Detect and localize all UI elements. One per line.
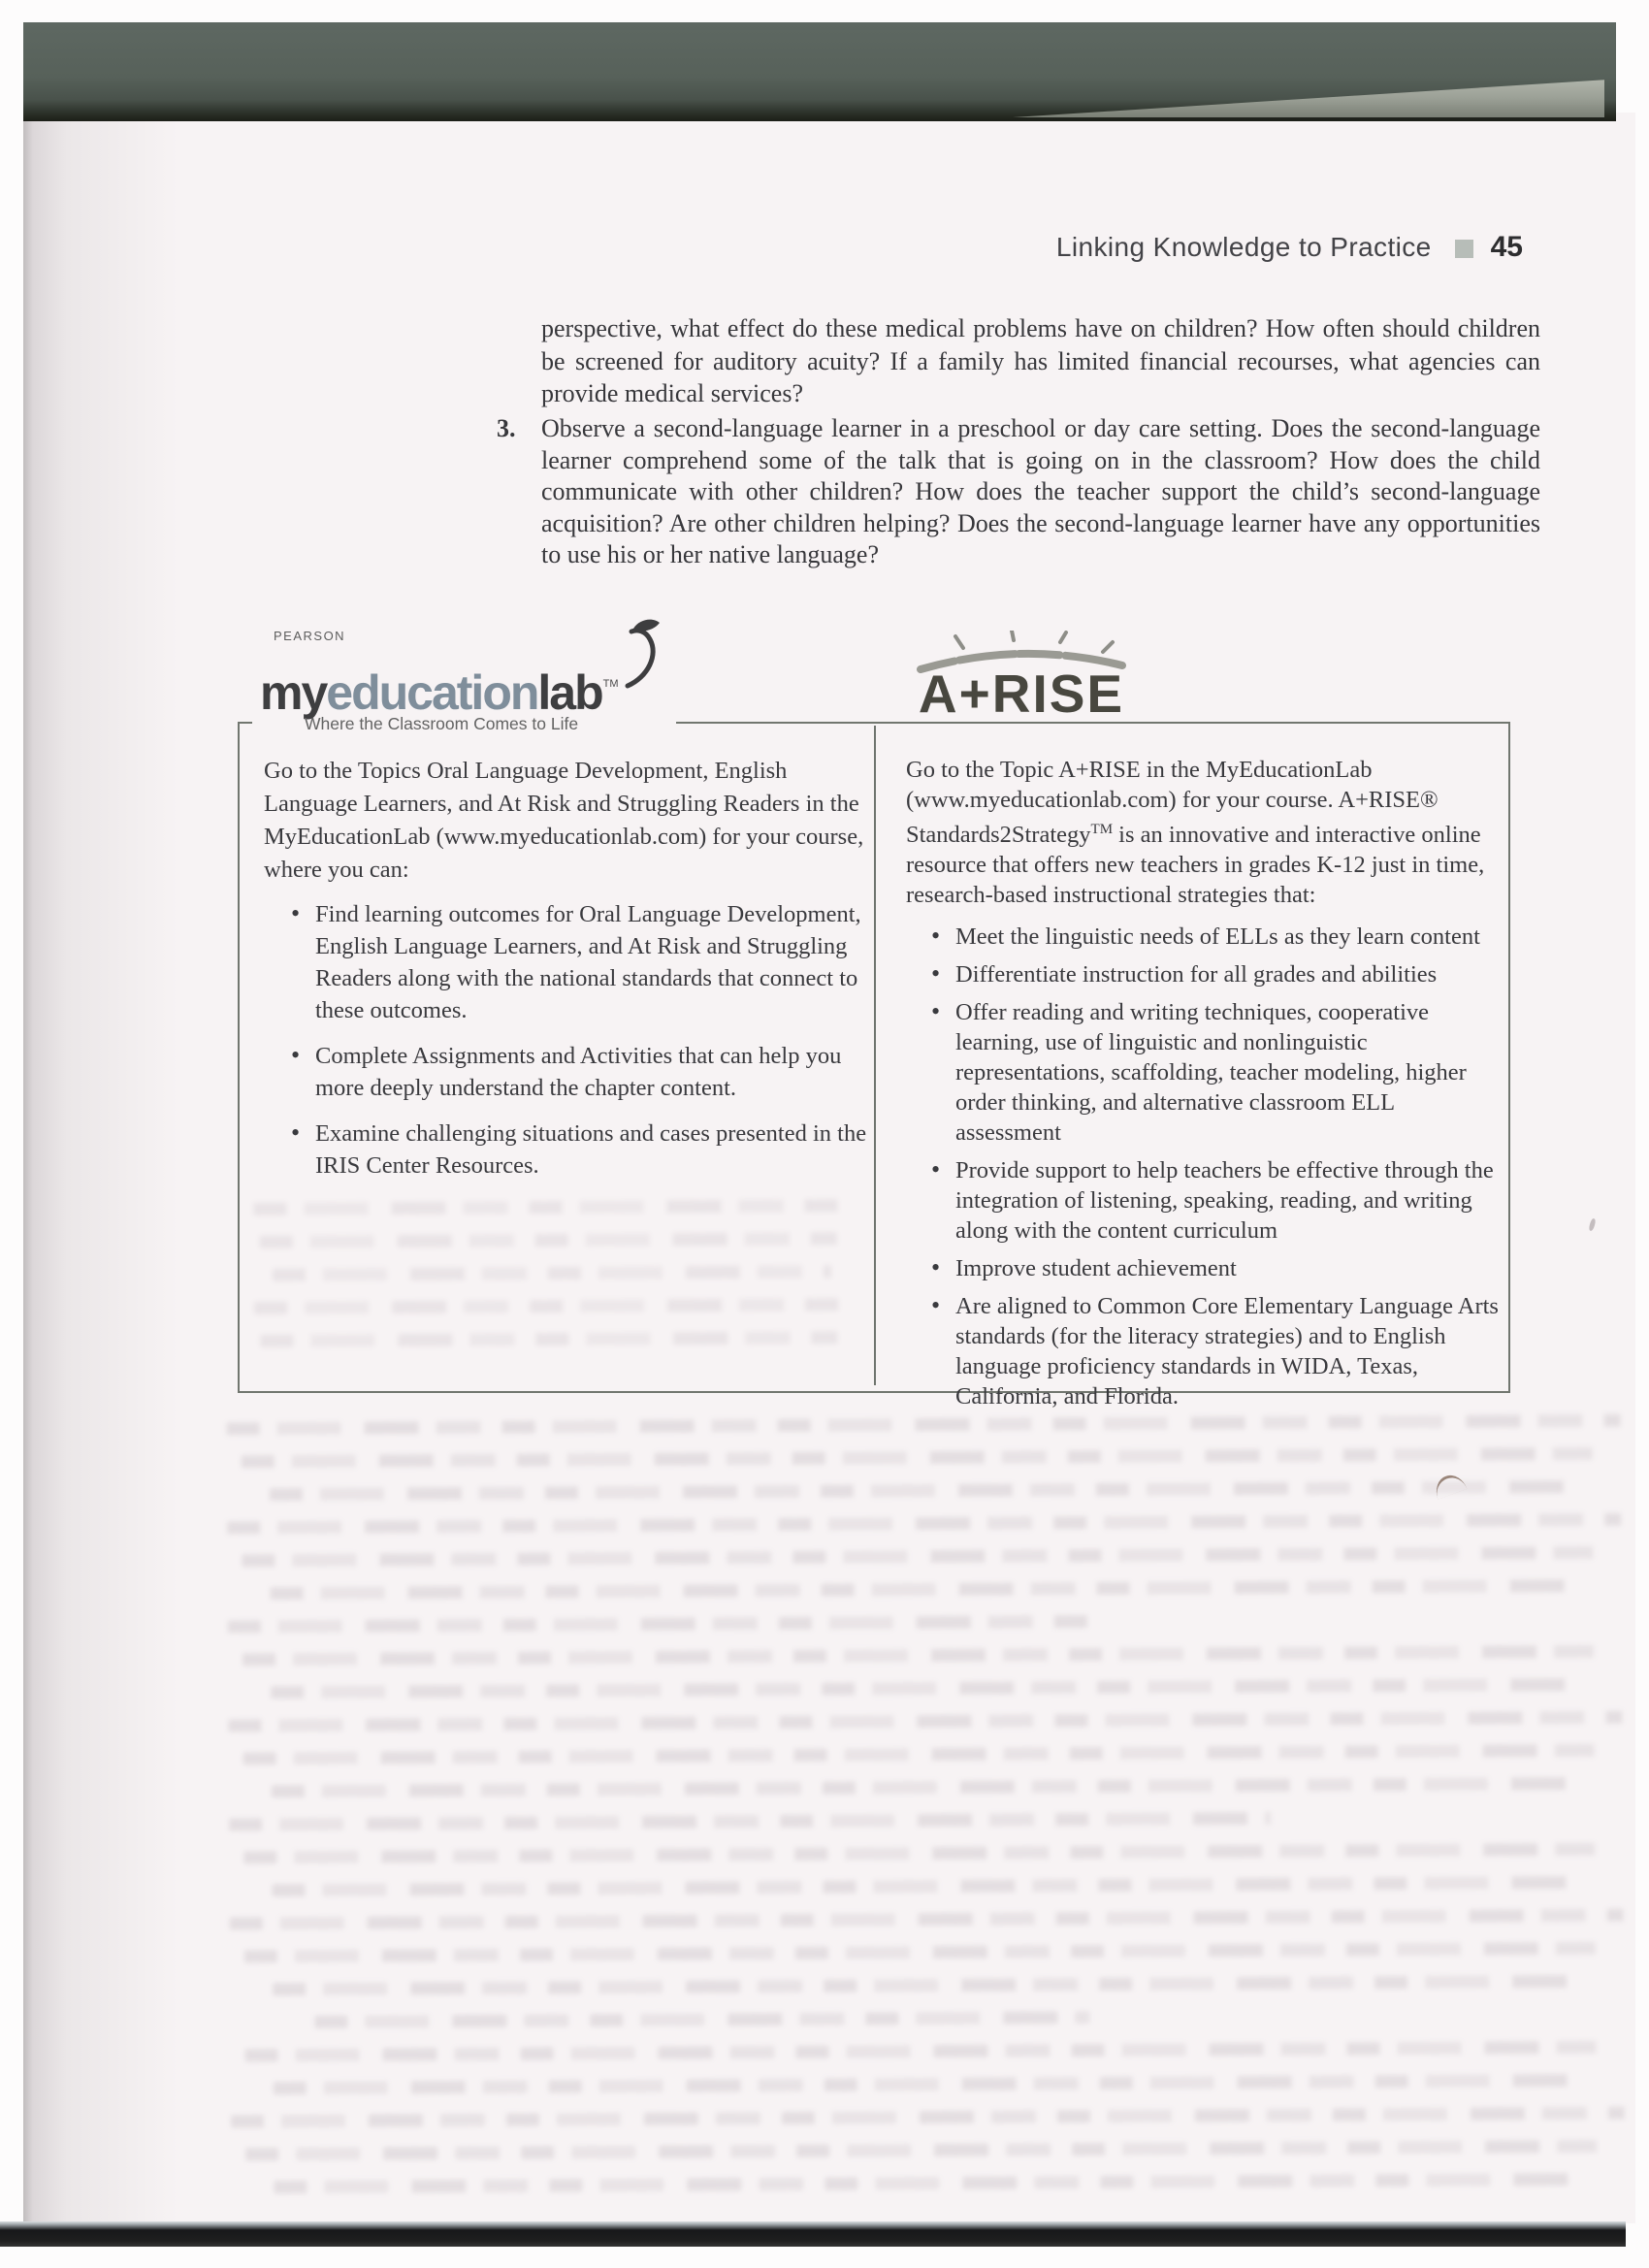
continuation-paragraph: perspective, what effect do these medical problems have on children? How often should children be screened for auditory acuity? If a family has limited financial recourses, what agencies can provide medical services? xyxy=(541,314,1540,407)
trademark-symbol: TM xyxy=(602,678,619,690)
list-item: • Find learning outcomes for Oral Language Development, English Language Learners, and At Risk and Struggling Readers along with the national standards that connect to these outcomes. xyxy=(287,898,869,1026)
list-item: • Improve student achievement xyxy=(927,1253,1502,1283)
list-item: • Meet the linguistic needs of ELLs as they learn content xyxy=(927,922,1502,952)
arise-intro xyxy=(906,755,1502,910)
arise-logo xyxy=(902,631,1141,724)
list-item: • Differentiate instruction for all grades and abilities xyxy=(927,959,1502,989)
scanner-bottom-strip xyxy=(0,2221,1626,2247)
running-title: Linking Knowledge to Practice xyxy=(1055,232,1432,262)
list-item-text: Observe a second-language learner in a preschool or day care setting. Does the second-language learner comprehend some of the talk that is going on in the classroom? How does the child communicate with other children? How does the teacher support the child’s second-language acquisition? Are other children helping? Does the second-language learner have any opportunities to use his or her native language? xyxy=(541,414,1540,568)
list-item: • Offer reading and writing techniques, cooperative learning, use of linguistic and nonlinguistic representations, scaffolding, teacher modeling, higher order thinking, and alternative classroom ELL assessment xyxy=(927,997,1502,1148)
list-item-number: 3. xyxy=(497,414,516,442)
wordmark-education: education xyxy=(326,665,538,720)
arise-wordmark: A+RISE xyxy=(918,664,1125,724)
book-page-edges xyxy=(1013,75,1604,117)
resource-box-divider xyxy=(874,726,876,1385)
myeducationlab-intro: Go to the Topics Oral Language Development, English Language Learners, and At Risk and Struggling Readers in the MyEducationLab (www.myeducationlab.com) for your course, where you can: xyxy=(264,758,864,883)
wordmark-lab: lab xyxy=(537,665,602,720)
arise-intro-text-continued: is an innovative and interactive online resource that offers new teachers in grades K-12 just in time, research-based instructional strategies that: xyxy=(906,822,1485,909)
myeducationlab-tagline: Where the Classroom Comes to Life xyxy=(305,714,579,733)
bleed-through-text xyxy=(227,1414,1640,2215)
header-square-ornament xyxy=(1455,240,1473,258)
arise-bullet-list xyxy=(927,922,1502,1419)
list-item: • Complete Assignments and Activities that can help you more deeply understand the chapter content. xyxy=(287,1040,869,1104)
trademark-symbol: TM xyxy=(1090,822,1114,837)
page-left-edge-shadow xyxy=(23,113,178,2223)
numbered-list-item xyxy=(497,413,1544,571)
list-item: • Provide support to help teachers be effective through the integration of listening, speaking, reading, and writing along with the content curriculum xyxy=(927,1155,1502,1246)
running-head xyxy=(970,231,1523,264)
scanner-top-bar xyxy=(23,22,1616,121)
page-number: 45 xyxy=(1490,231,1523,263)
arise-intro-text: Go to the Topic A+RISE in the MyEducationLab (www.myeducationlab.com) for your course. A+RISE® Standards2Strategy xyxy=(906,757,1439,849)
pearson-brand-label: PEARSON xyxy=(274,629,346,643)
list-item: • Are aligned to Common Core Elementary Language Arts standards (for the literacy strategies) and to English language proficiency standards in WIDA, Texas, California, and Florida. xyxy=(927,1291,1502,1411)
myeducationlab-bullet-list xyxy=(287,898,869,1195)
apple-leaf-icon xyxy=(616,618,666,690)
myeducationlab-logo xyxy=(252,629,676,738)
myeducationlab-wordmark xyxy=(260,665,602,720)
list-item: • Examine challenging situations and cases presented in the IRIS Center Resources. xyxy=(287,1118,869,1182)
wordmark-my: my xyxy=(260,665,327,720)
